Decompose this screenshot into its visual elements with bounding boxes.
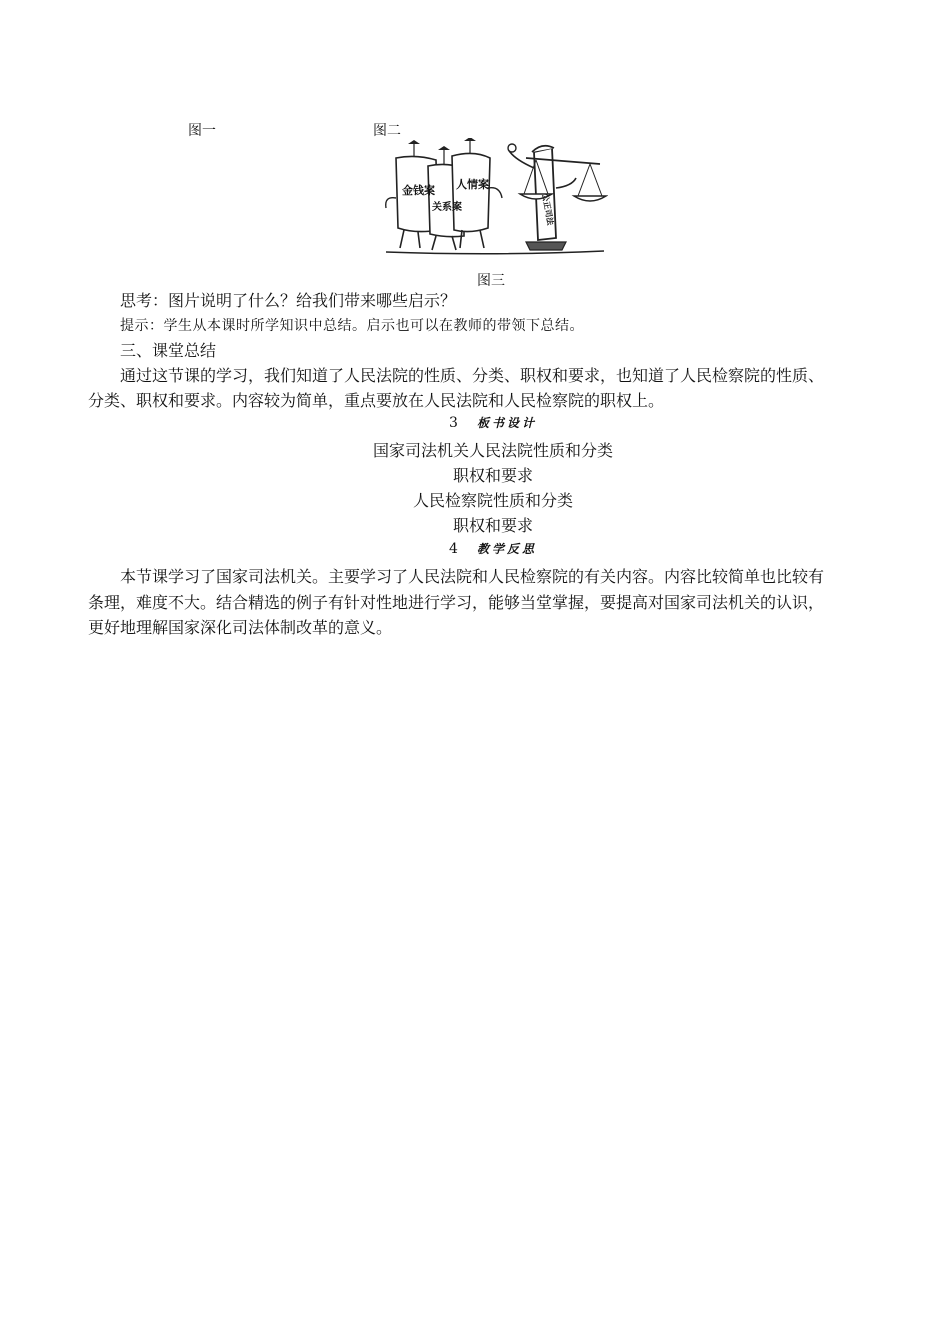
board-design-heading bbox=[88, 414, 898, 431]
reflection-title: 教学反思 bbox=[476, 542, 537, 556]
summary-line-1: 通过这节课的学习，我们知道了人民法院的性质、分类、职权和要求，也知道了人民检察院的性质、 bbox=[120, 366, 825, 385]
figure-3-caption: 图三 bbox=[477, 273, 505, 289]
card-label-1: 金钱案 bbox=[402, 184, 435, 197]
hint-text: 提示：学生从本课时所学知识中总结。启示也可以在教师的带领下总结。 bbox=[120, 318, 584, 334]
board-design-number: 3 bbox=[449, 415, 459, 431]
board-design-title: 板书设计 bbox=[476, 416, 537, 430]
reflection-number: 4 bbox=[449, 541, 459, 557]
card-label-2: 关系案 bbox=[432, 202, 462, 213]
figure-label: 公正司法 bbox=[540, 192, 555, 226]
reflection-heading bbox=[88, 540, 898, 557]
think-question: 思考：图片说明了什么？给我们带来哪些启示？ bbox=[120, 291, 457, 310]
reflection-line-1: 本节课学习了国家司法机关。主要学习了人民法院和人民检察院的有关内容。内容比较简单也比较有 bbox=[120, 567, 825, 586]
board-line-4: 职权和要求 bbox=[452, 516, 533, 535]
figure-1-caption: 图一 bbox=[188, 123, 216, 139]
justice-figure bbox=[508, 144, 606, 250]
justice-cartoon-illustration bbox=[376, 138, 608, 260]
board-line-1: 国家司法机关人民法院性质和分类 bbox=[372, 441, 613, 460]
reflection-line-3: 更好地理解国家深化司法体制改革的意义。 bbox=[88, 618, 393, 637]
summary-line-2: 分类、职权和要求。内容较为简单，重点要放在人民法院和人民检察院的职权上。 bbox=[88, 391, 665, 410]
board-line-3: 人民检察院性质和分类 bbox=[412, 491, 573, 510]
card-label-3: 人情案 bbox=[456, 178, 489, 191]
card-favor-case bbox=[452, 138, 502, 248]
board-line-2: 职权和要求 bbox=[452, 466, 533, 485]
reflection-line-2: 条理，难度不大。结合精选的例子有针对性地进行学习，能够当堂掌握，要提高对国家司法机关的认识， bbox=[88, 593, 825, 612]
section-summary-title: 三、课堂总结 bbox=[120, 341, 217, 360]
figure-2-caption: 图二 bbox=[373, 123, 401, 139]
